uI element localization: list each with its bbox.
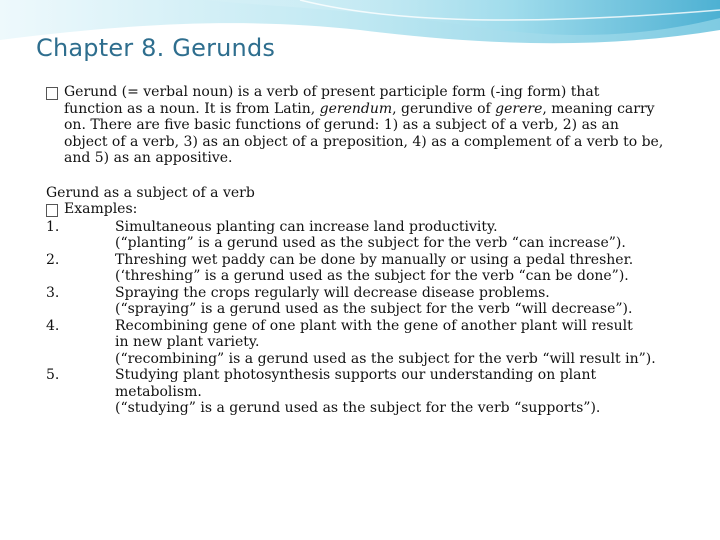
intro-paragraph (46, 84, 686, 167)
list-item (46, 318, 686, 368)
item-number: 5. (46, 367, 60, 383)
intro-line: function as a noun. It is from Latin, gerendum, gerundive of gerere, meaning carry (64, 100, 655, 117)
intro-line: Gerund (= verbal noun) is a verb of present participle form (-ing form) that (64, 84, 600, 100)
list-item (46, 285, 686, 318)
item-note: (‘threshing” is a gerund used as the subject for the verb “can be done”). (115, 268, 629, 284)
slide-body (46, 84, 686, 417)
item-note: (“planting” is a gerund used as the subject for the verb “can increase”). (115, 235, 626, 251)
intro-line: and 5) as an appositive. (64, 150, 233, 166)
example-list (46, 219, 686, 417)
bullet-box-icon (46, 87, 58, 100)
examples-label-text: Examples: (64, 201, 138, 217)
item-note: (“recombining” is a gerund used as the subject for the verb “will result in”). (115, 350, 656, 367)
item-sentence: Simultaneous planting can increase land productivity. (115, 218, 498, 235)
item-number: 2. (46, 251, 60, 268)
list-item (46, 367, 686, 417)
item-number: 1. (46, 218, 60, 235)
list-item (46, 219, 686, 252)
item-sentence: Studying plant photosynthesis supports our understanding on plant (115, 367, 597, 383)
item-note: (“studying” is a gerund used as the subject for the verb “supports”). (115, 400, 601, 416)
item-note: (“spraying” is a gerund used as the subject for the verb “will decrease”). (115, 301, 633, 317)
examples-label (46, 201, 686, 218)
page-title: Chapter 8. Gerunds (36, 34, 276, 62)
intro-line: object of a verb, 3) as an object of a preposition, 4) as a complement of a verb to be, (64, 133, 664, 150)
item-sentence: Threshing wet paddy can be done by manually or using a pedal thresher. (115, 251, 634, 268)
item-sentence: Recombining gene of one plant with the gene of another plant will result (115, 317, 633, 334)
bullet-box-icon (46, 204, 58, 217)
list-item (46, 252, 686, 285)
section-heading: Gerund as a subject of a verb (46, 184, 255, 201)
item-number: 3. (46, 284, 60, 301)
intro-line: on. There are five basic functions of gerund: 1) as a subject of a verb, 2) as an (64, 117, 619, 133)
item-sentence: Spraying the crops regularly will decrease disease problems. (115, 284, 550, 301)
item-number: 4. (46, 317, 60, 334)
item-sentence: in new plant variety. (115, 334, 260, 350)
item-sentence: metabolism. (115, 383, 202, 400)
